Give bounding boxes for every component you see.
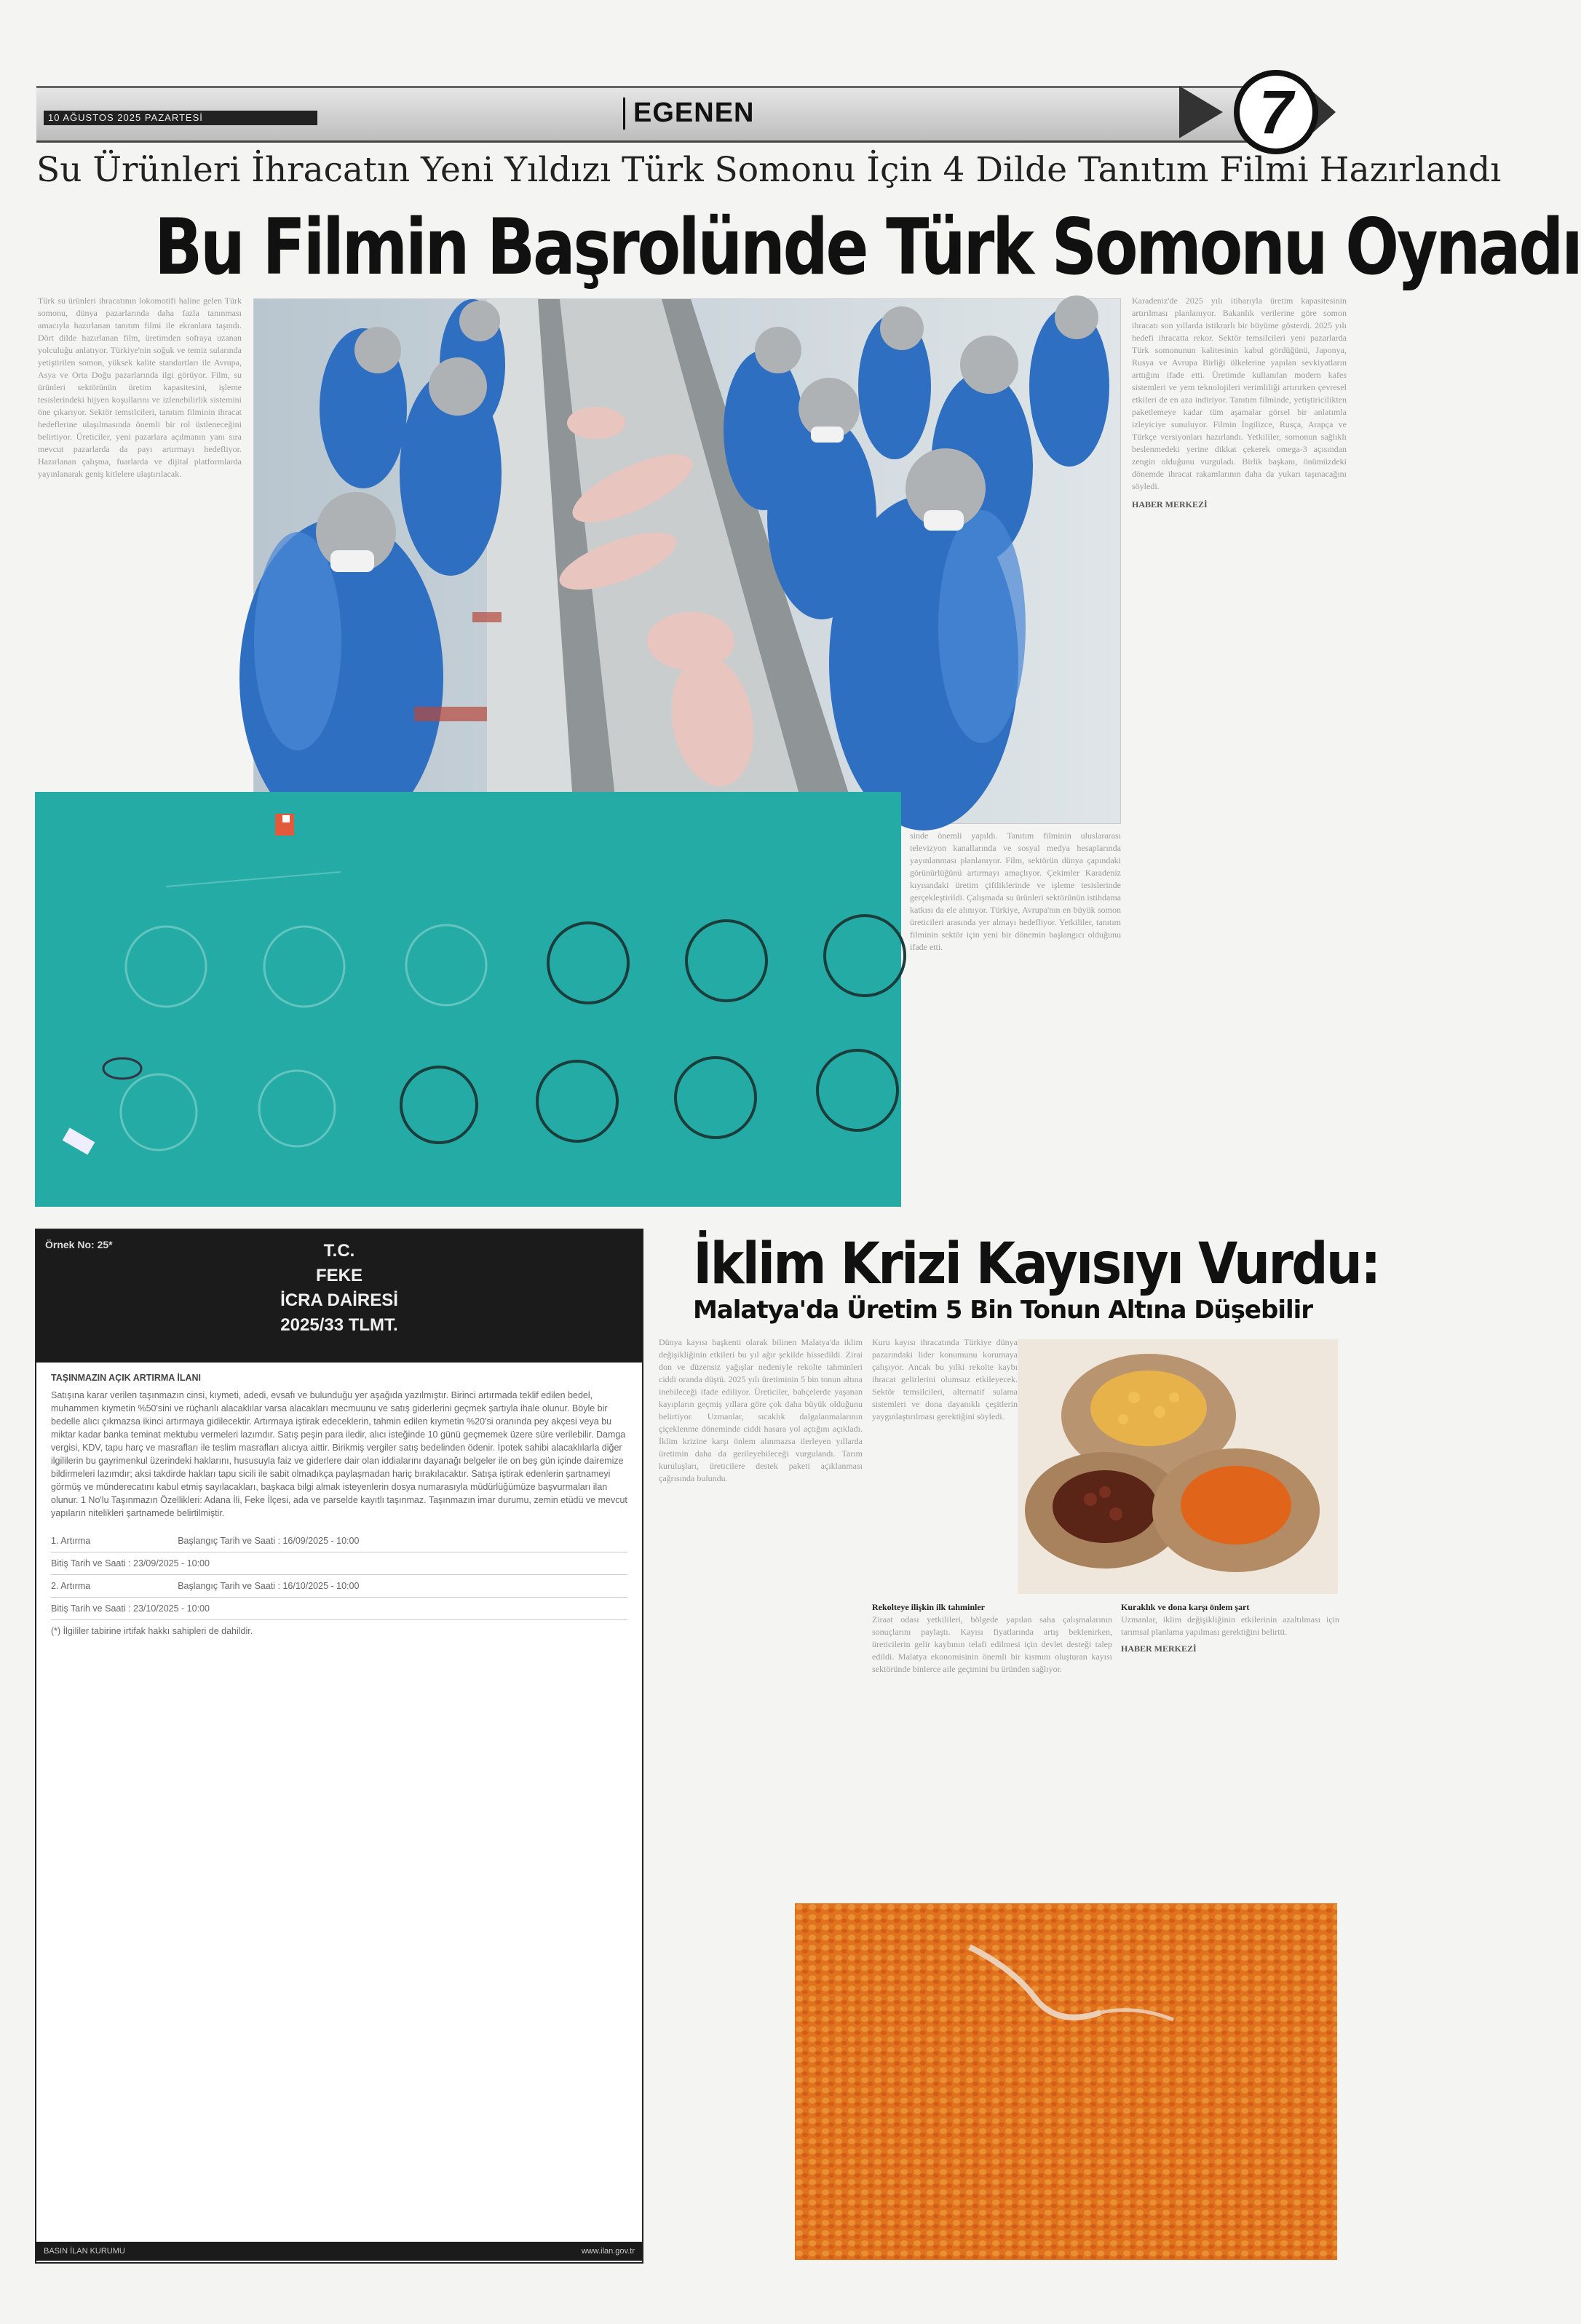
article-subheadline: Malatya'da Üretim 5 Bin Tonun Altına Düşebilir [692,1296,1313,1325]
article-text-column: Dünya kayısı başkenti olarak bilinen Malatya'da iklim değişikliğinin etkileri bu yıl ağır şekilde hissedildi. Zirai don ve düzensiz yağışlar nedeniyle rekolte tahminleri ciddi oranda düştü. 2025 yılı üretiminin 5 bin tonun altına inebileceği ifade ediliyor. Üreticiler, bahçelerde yaşanan kayıpların geçmiş yıllara göre çok daha büyük olduğunu belirtiyor. Uzmanlar, sıcaklık dalgalanmalarının çiçeklenme döneminde ciddi hasara yol açtığını açıkladı. İklim krizine karşı önlem alınmazsa ilerleyen yıllarda üretimin daha da gerileyebileceği vurgulandı. Tarım kuruluşları, üreticilere destek paketi açıklanması çağrısında bulundu. [659,1337,863,1483]
workers-illustration [254,299,1120,823]
ad-paragraph: Satışına karar verilen taşınmazın cinsi, kıymeti, adedi, evsafı ve bulunduğu yer aşağıda yazılmıştır. Birinci artırmada teklif edilen bedel, muhammen kıymetin %50'sini ve rüçhanlı alacaklılar varsa alacakları mecmuunu ve satış giderlerini geçmek şartıyla ihale olunur. Böyle bir bedelle alıcı çıkmazsa ikinci artırmaya gidilecektir. Artırmaya iştirak edeceklerin, tahmin edilen kıymetin %20'si oranında pey akçesi veya bu miktar kadar banka teminat mektubu vermeleri lazımdır. Satış peşin para iledir, alıcı isteğinde 10 günü geçmemek üzere süre verilebilir. Damga vergisi, KDV, tapu harç ve masrafları ile teslim masrafları alıcıya aittir. Birikmiş vergiler satış bedelinden ödenir. İpotek sahibi alacaklılarla diğer ilgililerin bu gayrimenkul üzerindeki haklarını, hususuyla faiz ve giderlere dair olan iddialarını dayanağı belgeler ile on beş gün içinde dairemize bildirmeleri lazımdır; aksi takdirde hakları tapu sicili ile sabit olmadıkça paylaşmadan hariç bırakılacaktır. Satışa iştirak edenlerin şartnameyi görmüş ve münderecatını kabul etmiş sayılacakları, başkaca bilgi almak isteyenlerin dosya numarasıyla müdürlüğümüze başvurmaları ilan olunur. 1 No'lu Taşınmazın Özellikleri: Adana İli, Feke İlçesi, ada ve parselde kayıtlı taşınmaz. Taşınmazın imar durumu, zemin etüdü ve mevcut yapıların nitelikleri şartnamede belirtilmiştir. [51,1390,627,1518]
article-headline: İklim Krizi Kayısıyı Vurdu: [693,1232,1379,1297]
schedule-cell: Bitiş Tarih ve Saati : 23/10/2025 - 10:00 [51,1603,210,1614]
schedule-cell: 2. Artırma [51,1581,91,1591]
ad-title [36,1239,642,1338]
ad-sample-number: Örnek No: 25* [45,1239,113,1250]
ad-footnote: (*) İlgililer tabirine irtifak hakkı sahipleri de dahildir. [51,1626,253,1636]
ad-title-line: 2025/33 TLMT. [280,1315,398,1335]
article-text-column: Türk su ürünleri ihracatının lokomotifi haline gelen Türk somonu, dünya pazarlarında daha fazla tanınması amacıyla hazırlanan tanıtım filmi ile ekranlara taşındı. Dört dilde hazırlanan film, üretimden sofraya uzanan yolculuğu anlatıyor. Türkiye'nin soğuk ve temiz sularında yetiştirilen somon, yüksek kalite standartları ile Avrupa, Asya ve Orta Doğu pazarlarında ilgi görüyor. Film, su ürünleri sektörünün üretim kapasitesini, işleme tesislerindeki hijyen koşullarını ve izlenebilirlik sistemini öne çıkarıyor. Sektör temsilcileri, tanıtım filminin ihracat hedeflerine ulaşılmasında önemli bir rol üstleneceğini belirtiyor. Üreticiler, yeni pazarlara açılmanın yanı sıra mevcut pazarlarda da payı artırmayı hedefliyor. Hazırlanan çalışma, fuarlarda ve dijital platformlarda yayınlanarak geniş kitlelere ulaştırılacak. [38,296,242,479]
article-text-column: Karadeniz'de 2025 yılı itibarıyla üretim kapasitesinin artırılması planlanıyor. Bakanlık verilerine göre somon ihracatı son yıllarda istikrarlı bir büyüme gösterdi. 2025 yılı hedefi ihracatta rekor. Sektör temsilcileri yeni pazarlarda Türk somonunun kalitesinin kabul gördüğünü, Japonya, Rusya ve Avrupa Birliği ülkelerine yapılan sevkiyatların arttığını ifade etti. Üretimde kullanılan modern kafes sistemleri ve yem teknolojileri verimliliği artırırken çevresel etkileri de en aza indiriyor. Tanıtım filminde, yetiştiricilikten paketlemeye kadar tüm aşamalar görsel bir anlatımla izleyiciye sunuluyor. Filmin İngilizce, Rusça, Arapça ve Türkçe versiyonları hazırlandı. Yetkililer, somonun sağlıklı beslenmedeki yerine dikkat çekerek omega-3 açısından zengin olduğunu vurguladı. Birlik başkanı, önümüzdeki dönemde ihracat rakamlarının daha da yukarı taşınacağını söyledi. HABER MERKEZİ [1132,296,1347,509]
ad-subhead: TAŞINMAZIN AÇIK ARTIRMA İLANI [51,1373,201,1383]
apricot-drying-field-photo [795,1903,1337,2260]
sacks-illustration [1018,1339,1338,1594]
article-text-column: sinde önemli yapıldı. Tanıtım filminin uluslararası televizyon kanallarında ve sosyal medya hesaplarında yayınlanması planlanıyor. Film, sektörün dünya çapındaki görünürlüğünü artırmayı amaçlıyor. Çekimler Karadeniz kıyısındaki üretim çiftliklerinde ve işleme tesislerinde gerçekleştirildi. Çalışmada su ürünleri sektörünün istihdama katkısı da ele alınıyor. Türkiye, Avrupa'nın en büyük somon üreticileri arasında yer almayı hedefliyor. Yetkililer, tanıtım filminin sektör için yeni bir dönemin başlangıcı olduğunu ifade etti. [910,830,1121,952]
legal-notice-ad [35,1229,643,2264]
schedule-row [51,1530,627,1552]
schedule-row [51,1575,627,1598]
fish-pond-aerial-photo [35,792,901,1207]
legal-notice-footer [36,2242,642,2261]
photo-caption [1121,1601,1339,1892]
ad-body-text [51,1371,627,2237]
schedule-cell: Başlangıç Tarih ve Saati : 16/10/2025 - 10:00 [178,1581,360,1591]
byline: HABER MERKEZİ [1132,499,1208,509]
ad-title-line: İCRA DAİRESİ [280,1290,398,1310]
newspaper-logo: EGENEN [633,98,755,128]
byline: HABER MERKEZİ [1121,1643,1197,1654]
footer-right-text: www.ilan.gov.tr [581,2247,635,2256]
caption-text: Uzmanlar, iklim değişikliğinin etkilerinin azaltılması için tarımsal planlama yapılması gerektiğini belirtti. [1121,1614,1339,1637]
article-headline: Bu Filmin Başrolünde Türk Somonu Oynadı [154,202,1581,292]
article-kicker: Su Ürünleri İhracatın Yeni Yıldızı Türk Somonu İçin 4 Dilde Tanıtım Filmi Hazırlandı [36,150,1502,190]
pond-illustration [35,792,901,1207]
schedule-cell: Bitiş Tarih ve Saati : 23/09/2025 - 10:00 [51,1558,210,1568]
schedule-cell: Başlangıç Tarih ve Saati : 16/09/2025 - 10:00 [178,1536,360,1546]
article-text-column: Kuru kayısı ihracatında Türkiye dünya pazarındaki lider konumunu korumaya çalışıyor. Ancak bu yılki rekolte kaybı ihracat gelirlerini olumsuz etkileyecek. Sektör temsilcileri, alternatif sulama sistemleri ve dona dayanıklı çeşitlerin yaygınlaştırılması gerektiğini söyledi. [872,1337,1018,1421]
salmon-processing-photo [253,298,1121,824]
article-text-column: Rekolteye ilişkin ilk tahminler Ziraat odası yetkilileri, bölgede yapılan saha çalışmalarının sonuçlarını paylaştı. Kayısı fiyatlarında artış beklenirken, üreticilerin gelir kaybının telafi edilmesi için devlet desteği talep edildi. Malatya ekonomisinin önemli bir kısmını oluşturan kayısı sektöründe binlerce aile geçimini bu üründen sağlıyor. [872,1602,1112,1674]
decorative-arrow [1179,86,1223,138]
ad-title-line: T.C. [323,1241,355,1261]
page-number-badge: 7 [1234,70,1318,154]
schedule-cell: 1. Artırma [51,1536,91,1546]
legal-notice-header [36,1230,642,1363]
ad-title-line: FEKE [315,1266,362,1285]
dried-apricot-sacks-photo [1018,1339,1338,1594]
caption-lead: Kuraklık ve dona karşı önlem şart [1121,1602,1250,1612]
drying-field-illustration [795,1903,1337,2260]
date-line: 10 AĞUSTOS 2025 PAZARTESİ [44,111,317,125]
auction-schedule [51,1530,627,1642]
section-lead: Rekolteye ilişkin ilk tahminler [872,1602,986,1612]
schedule-row [51,1552,627,1575]
footer-left-text: BASIN İLAN KURUMU [44,2247,125,2256]
schedule-row [51,1598,627,1620]
